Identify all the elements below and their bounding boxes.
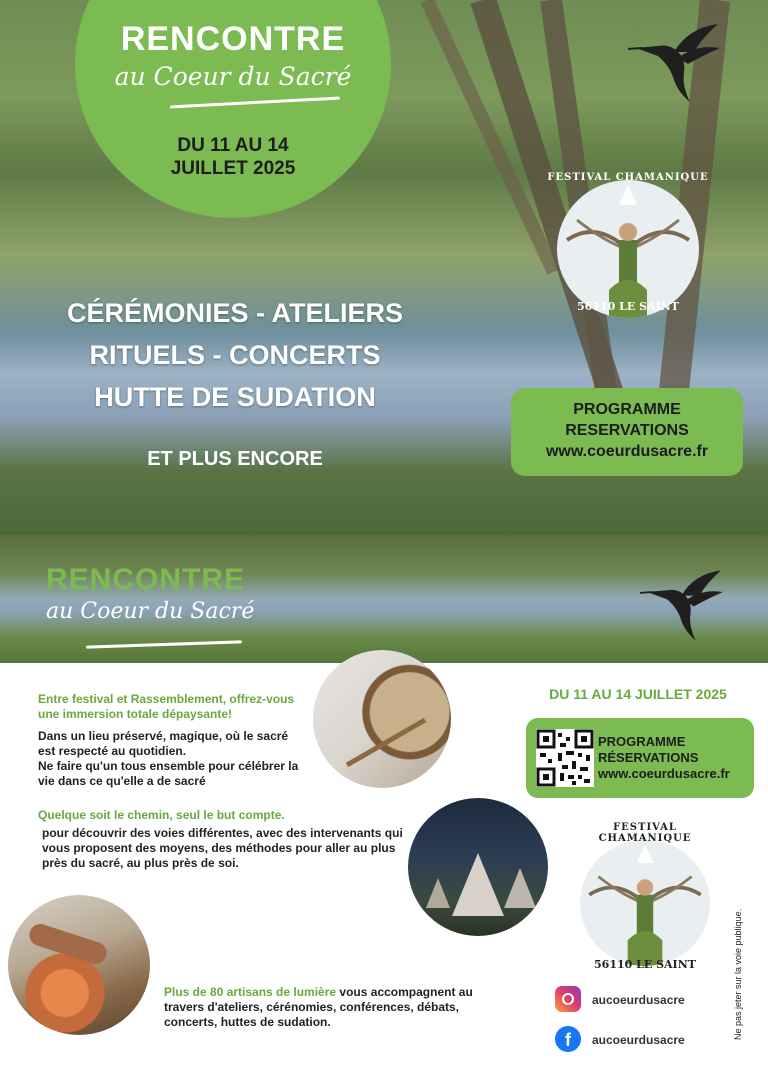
program-label: PROGRAMME <box>573 401 681 418</box>
reservations-label: RESERVATIONS <box>565 422 689 439</box>
festival-logo-bottom <box>580 840 710 966</box>
program-box-bottom[interactable] <box>526 718 754 798</box>
artisans-text <box>164 985 504 1030</box>
photo-strip <box>0 535 768 663</box>
date-line-1: DU 11 AU 14 <box>177 135 289 156</box>
tipi-photo <box>408 798 548 936</box>
path-heading: Quelque soit le chemin, seul le but compte. <box>38 808 285 822</box>
website-link[interactable]: www.coeurdusacre.fr <box>598 766 730 781</box>
facebook-handle[interactable]: aucoeurdusacre <box>592 1033 685 1047</box>
strip-title: RENCONTRE <box>46 563 246 596</box>
ritual-photo <box>8 895 150 1035</box>
path-body: pour découvrir des voies différentes, avec des intervenants qui vous proposent des moyens, des méthodes pour aller au plus près du sacré, au plus près de soi. <box>42 826 403 870</box>
intro-heading: Entre festival et Rassemblement, offrez-vous une immersion totale dépaysante! <box>38 692 295 721</box>
qr-code-icon[interactable] <box>536 729 594 787</box>
strip-underline <box>86 640 242 648</box>
instagram-icon[interactable] <box>555 986 581 1012</box>
strip-subtitle: au Coeur du Sacré <box>46 599 255 624</box>
logo-bottom-text: 56110 LE SAINT <box>594 958 696 971</box>
artisans-body: vous accompagnent au travers d'ateliers, cérénomies, conférences, débats, concerts, huttes de sudation. <box>164 985 473 1029</box>
reservations-label: RÉSERVATIONS <box>598 750 699 765</box>
instagram-lens <box>562 993 574 1005</box>
activity-line: HUTTE DE SUDATION <box>94 382 376 412</box>
page-subtitle: au Coeur du Sacré <box>114 62 352 91</box>
festival-logo <box>557 180 699 318</box>
intro-body-1: Dans un lieu préservé, magique, où le sacré est respecté au quotidien. <box>38 729 289 758</box>
logo-arc-text: FESTIVAL CHAMANIQUE <box>598 822 692 844</box>
website-link[interactable]: www.coeurdusacre.fr <box>545 443 709 460</box>
drum-photo <box>313 650 451 788</box>
artisans-highlight: Plus de 80 artisans de lumière <box>164 985 337 999</box>
logo-arc-text: FESTIVAL CHAMANIQUE <box>547 172 709 183</box>
program-box-text <box>598 734 748 782</box>
logo-bottom-text: 56110 LE SAINT <box>577 300 679 313</box>
facebook-icon[interactable]: f <box>555 1026 581 1052</box>
hand-shape <box>27 921 110 967</box>
program-box[interactable] <box>511 388 743 476</box>
page-title: RENCONTRE <box>120 20 346 58</box>
hummingbird-icon <box>640 560 730 660</box>
more-text: ET PLUS ENCORE <box>147 448 323 470</box>
activity-line: CÉRÉMONIES - ATELIERS <box>66 298 404 328</box>
intro-body-2: Ne faire qu'un tous ensemble pour célébrer la vie dans ce qu'elle a de sacré <box>38 759 299 788</box>
program-label: PROGRAMME <box>598 734 686 749</box>
side-note: Ne pas jeter sur la voie publique. <box>733 908 743 1040</box>
instagram-handle[interactable]: aucoeurdusacre <box>592 993 685 1007</box>
tipi-icon <box>408 798 548 936</box>
bottom-date: DU 11 AU 14 JUILLET 2025 <box>549 686 727 702</box>
activity-line: RITUELS - CONCERTS <box>89 340 381 370</box>
hummingbird-icon <box>628 18 728 118</box>
drum-stick <box>346 718 426 767</box>
top-flyer-panel <box>0 0 768 535</box>
date-line-2: JUILLET 2025 <box>170 158 296 179</box>
